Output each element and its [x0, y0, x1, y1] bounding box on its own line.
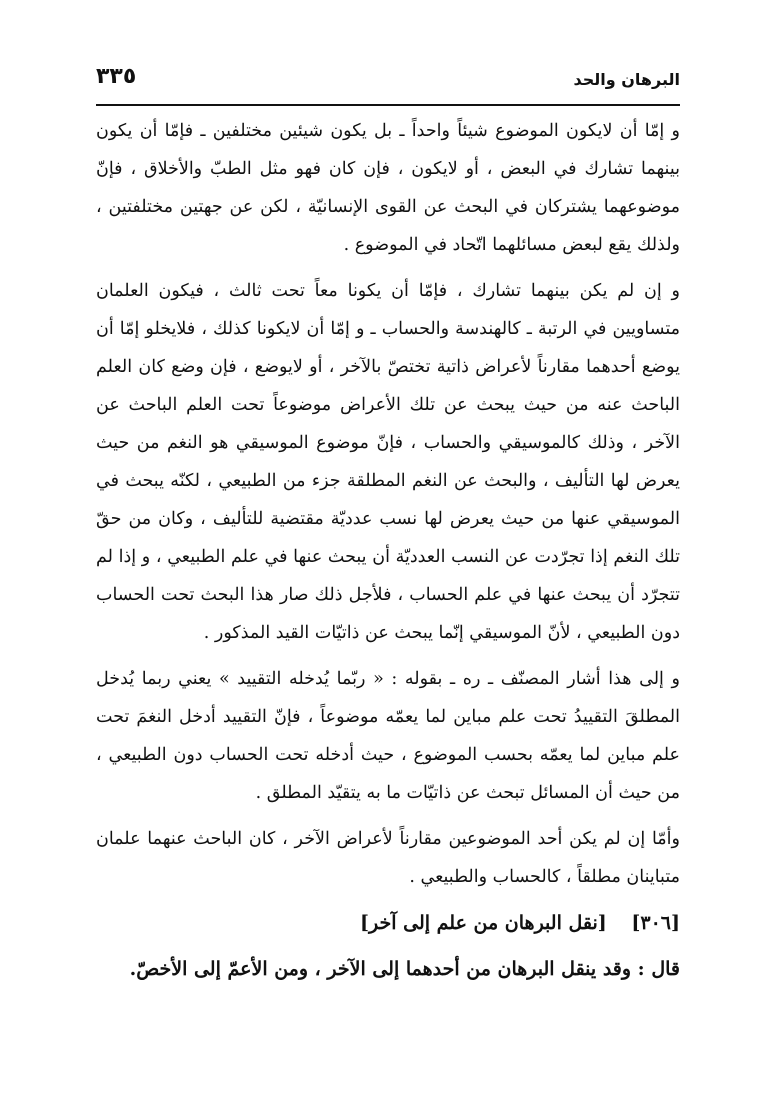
- body-text: [96, 112, 680, 904]
- quote-text: : وقد ينقل البرهان من أحدهما إلى الآخر ، ومن الأعمّ إلى الأخصّ.: [129, 958, 645, 980]
- header-title: البرهان والحد: [573, 70, 680, 89]
- paragraph-1: و إمّا أن لايكون الموضوع شيئاً واحداً ـ بل يكون شيئين مختلفين ـ فإمّا أن يكون بينهما تشارك في البعض ، أو لايكون ، فإن كان فهو مثل الطبّ والأخلاق ، فإنّ موضوعهما يشتركان في البحث عن القوى الإنسانيّة ، لكن عن جهتين مختلفتين ، ولذلك يقع لبعض مسائلهما اتّحاد في الموضوع .: [96, 121, 680, 255]
- paragraph-3: و إلى هذا أشار المصنّف ـ ره ـ بقوله : « ربّما يُدخله التقييد » يعني ربما يُدخل المطلقَ التقييدُ تحت علم مباين لما يعمّه موضوعاً ، فإنّ التقييد أدخل النغمَ تحت علم مباين لما يعمّه بحسب الموضوع ، حيث أدخله تحت الحساب دون الطبيعي ، من حيث أن المسائل تبحث عن ذاتيّات ما به يتقيّد المطلق .: [96, 669, 680, 803]
- quote-label: قال: [651, 958, 680, 980]
- section-heading: [360, 912, 680, 934]
- page-number: ٣٣٥: [96, 64, 137, 89]
- paragraph-2: و إن لم يكن بينهما تشارك ، فإمّا أن يكونا معاً تحت ثالث ، فيكون العلمان متساويين في الرتبة ـ كالهندسة والحساب ـ و إمّا أن لايكونا كذلك ، فلايخلو إمّا أن يوضع أحدهما مقارناً لأعراض ذاتية تختصّ بالآخر ، أو لايوضع ، فإن وضع كان العلم الباحث عنه من حيث يبحث عن تلك الأعراض موضوعاً تحت العلم الباحث عن الآخر ، وذلك كالموسيقي والحساب ، فإنّ موضوع الموسيقي هو النغم من حيث يعرض لها التأليف ، والبحث عن النغم المطلقة جزء من الطبيعي ، لكنّه يبحث في الموسيقي عنها من حيث يعرض لها نسب عدديّة مقتضية للتأليف ، وكان من حقّ تلك النغم إذا تجرّدت عن النسب العدديّة أن يبحث عنها في علم الطبيعي ، و إذا لم تتجرّد أن يبحث عنها في علم الحساب ، فلأجل ذلك صار هذا البحث تحت الحساب دون الطبيعي ، لأنّ الموسيقي إنّما يبحث عن ذاتيّات القيد المذكور .: [96, 281, 680, 643]
- section-number: [٣٠٦]: [631, 912, 680, 934]
- header-divider: [96, 104, 680, 106]
- section-title-text: [نقل البرهان من علم إلى آخر]: [360, 912, 607, 934]
- quote-line: [130, 958, 680, 980]
- running-header: [96, 62, 680, 102]
- paragraph-4: وأمّا إن لم يكن أحد الموضوعين مقارناً لأعراض الآخر ، كان الباحث عنهما علمان متباينان مطلقاً ، كالحساب والطبيعي .: [96, 829, 680, 887]
